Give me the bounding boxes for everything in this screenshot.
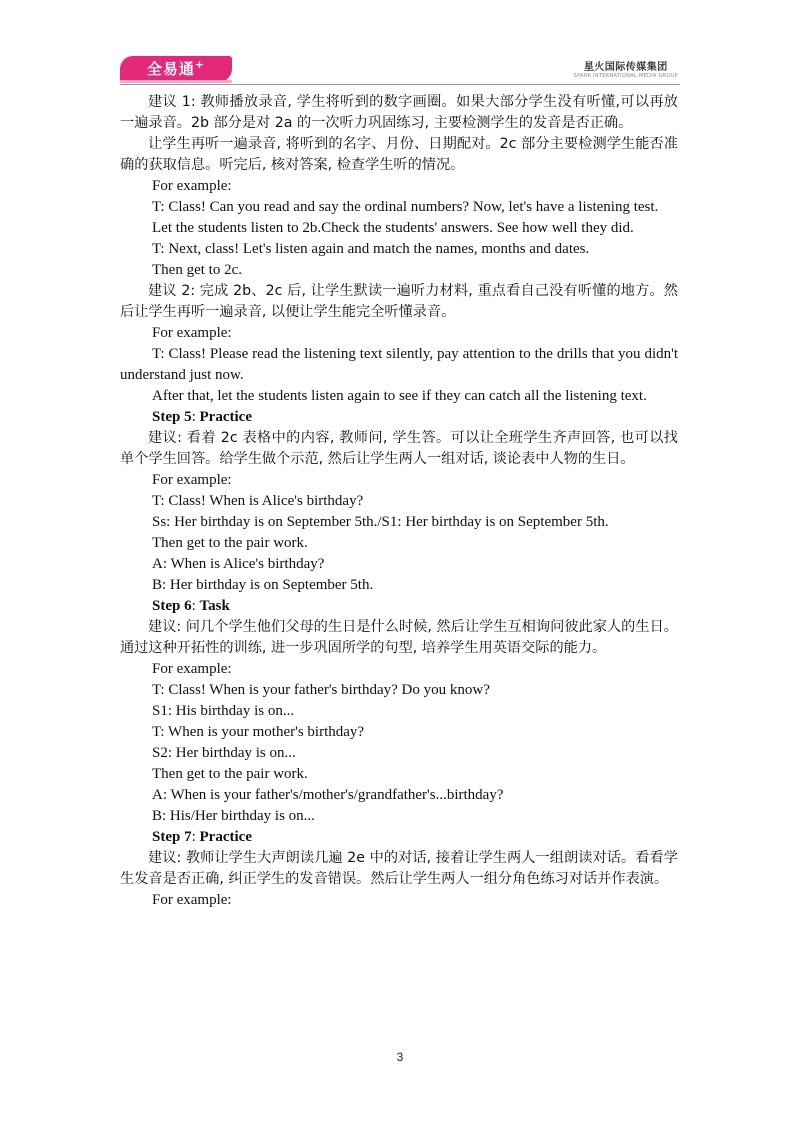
step-heading [120, 407, 678, 428]
step-separator: : [191, 829, 200, 845]
dialogue-line: T: When is your mother's birthday? [152, 724, 365, 740]
suggestion-paragraph: 建议 1: 教师播放录音, 学生将听到的数字画圈。如果大部分学生没有听懂,可以再放一遍录音。2b 部分是对 2a 的一次听力巩固练习, 主要检测学生的发音是否正确。 [120, 94, 678, 131]
dialogue-line: T: Class! When is your father's birthday? Do you know? [152, 682, 490, 698]
step-number: Step 5 [152, 409, 192, 425]
dialogue-line: After that, let the students listen again to see if they can catch all the listening text. [152, 388, 647, 404]
header-divider [120, 84, 680, 85]
step-heading [120, 827, 678, 848]
logo-text: 全易通 [146, 60, 195, 78]
step-title: Task [199, 598, 230, 614]
page-number: 3 [396, 1050, 404, 1064]
step-number: Step 7 [152, 829, 192, 845]
brand-logo [120, 56, 232, 82]
dialogue-line: Then get to the pair work. [152, 766, 308, 782]
suggestion-paragraph: 建议: 看着 2c 表格中的内容, 教师问, 学生答。可以让全班学生齐声回答, 也可以找单个学生回答。给学生做个示范, 然后让学生两人一组对话, 谈论表中人物的生日。 [120, 430, 678, 467]
suggestion-paragraph: 建议 2: 完成 2b、2c 后, 让学生默读一遍听力材料, 重点看自己没有听懂的地方。然后让学生再听一遍录音, 以便让学生能完全听懂录音。 [120, 283, 678, 320]
dialogue-line: A: When is Alice's birthday? [152, 556, 325, 572]
suggestion-paragraph: 建议: 问几个学生他们父母的生日是什么时候, 然后让学生互相询问彼此家人的生日。通过这种开拓性的训练, 进一步巩固所学的句型, 培养学生用英语交际的能力。 [120, 619, 678, 656]
step-title: Practice [199, 829, 252, 845]
suggestion-paragraph: 让学生再听一遍录音, 将听到的名字、月份、日期配对。2c 部分主要检测学生能否准确的获取信息。听完后, 核对答案, 检查学生听的情况。 [120, 136, 678, 173]
dialogue-line: For example: [152, 892, 232, 908]
dialogue-line: For example: [152, 178, 232, 194]
step-heading [120, 596, 678, 617]
dialogue-line: Then get to the pair work. [152, 535, 308, 551]
logo-swoosh [120, 80, 232, 83]
dialogue-line: A: When is your father's/mother's/grandfather's...birthday? [152, 787, 504, 803]
dialogue-line: T: Class! Please read the listening text silently, pay attention to the drills that you didn't understand just now. [120, 346, 678, 383]
step-number: Step 6 [152, 598, 192, 614]
dialogue-line: For example: [152, 661, 232, 677]
step-separator: : [191, 598, 200, 614]
dialogue-line: Then get to 2c. [152, 262, 242, 278]
dialogue-line: T: Class! Can you read and say the ordinal numbers? Now, let's have a listening test. [152, 199, 659, 215]
dialogue-line: T: Class! When is Alice's birthday? [152, 493, 364, 509]
dialogue-line: S1: His birthday is on... [152, 703, 295, 719]
dialogue-line: Let the students listen to 2b.Check the students' answers. See how well they did. [152, 220, 634, 236]
dialogue-line: B: Her birthday is on September 5th. [152, 577, 374, 593]
dialogue-line: T: Next, class! Let's listen again and match the names, months and dates. [152, 241, 590, 257]
suggestion-paragraph: 建议: 教师让学生大声朗读几遍 2e 中的对话, 接着让学生两人一组朗读对话。看看学生发音是否正确, 纠正学生的发音错误。然后让学生两人一组分角色练习对话并作表演。 [120, 850, 678, 887]
logo-plus: + [194, 58, 206, 71]
dialogue-line: B: His/Her birthday is on... [152, 808, 315, 824]
dialogue-line: S2: Her birthday is on... [152, 745, 296, 761]
publisher-mark [574, 58, 678, 79]
lesson-body [120, 92, 678, 911]
publisher-name-cn: 星火国际传媒集团 [583, 62, 668, 73]
dialogue-line: Ss: Her birthday is on September 5th./S1: Her birthday is on September 5th. [152, 514, 609, 530]
dialogue-line: For example: [152, 472, 232, 488]
step-title: Practice [199, 409, 252, 425]
publisher-name-en: SPARK INTERNATIONAL MEDIA GROUP [573, 73, 678, 79]
dialogue-line: For example: [152, 325, 232, 341]
step-separator: : [191, 409, 200, 425]
page-header [0, 0, 800, 90]
